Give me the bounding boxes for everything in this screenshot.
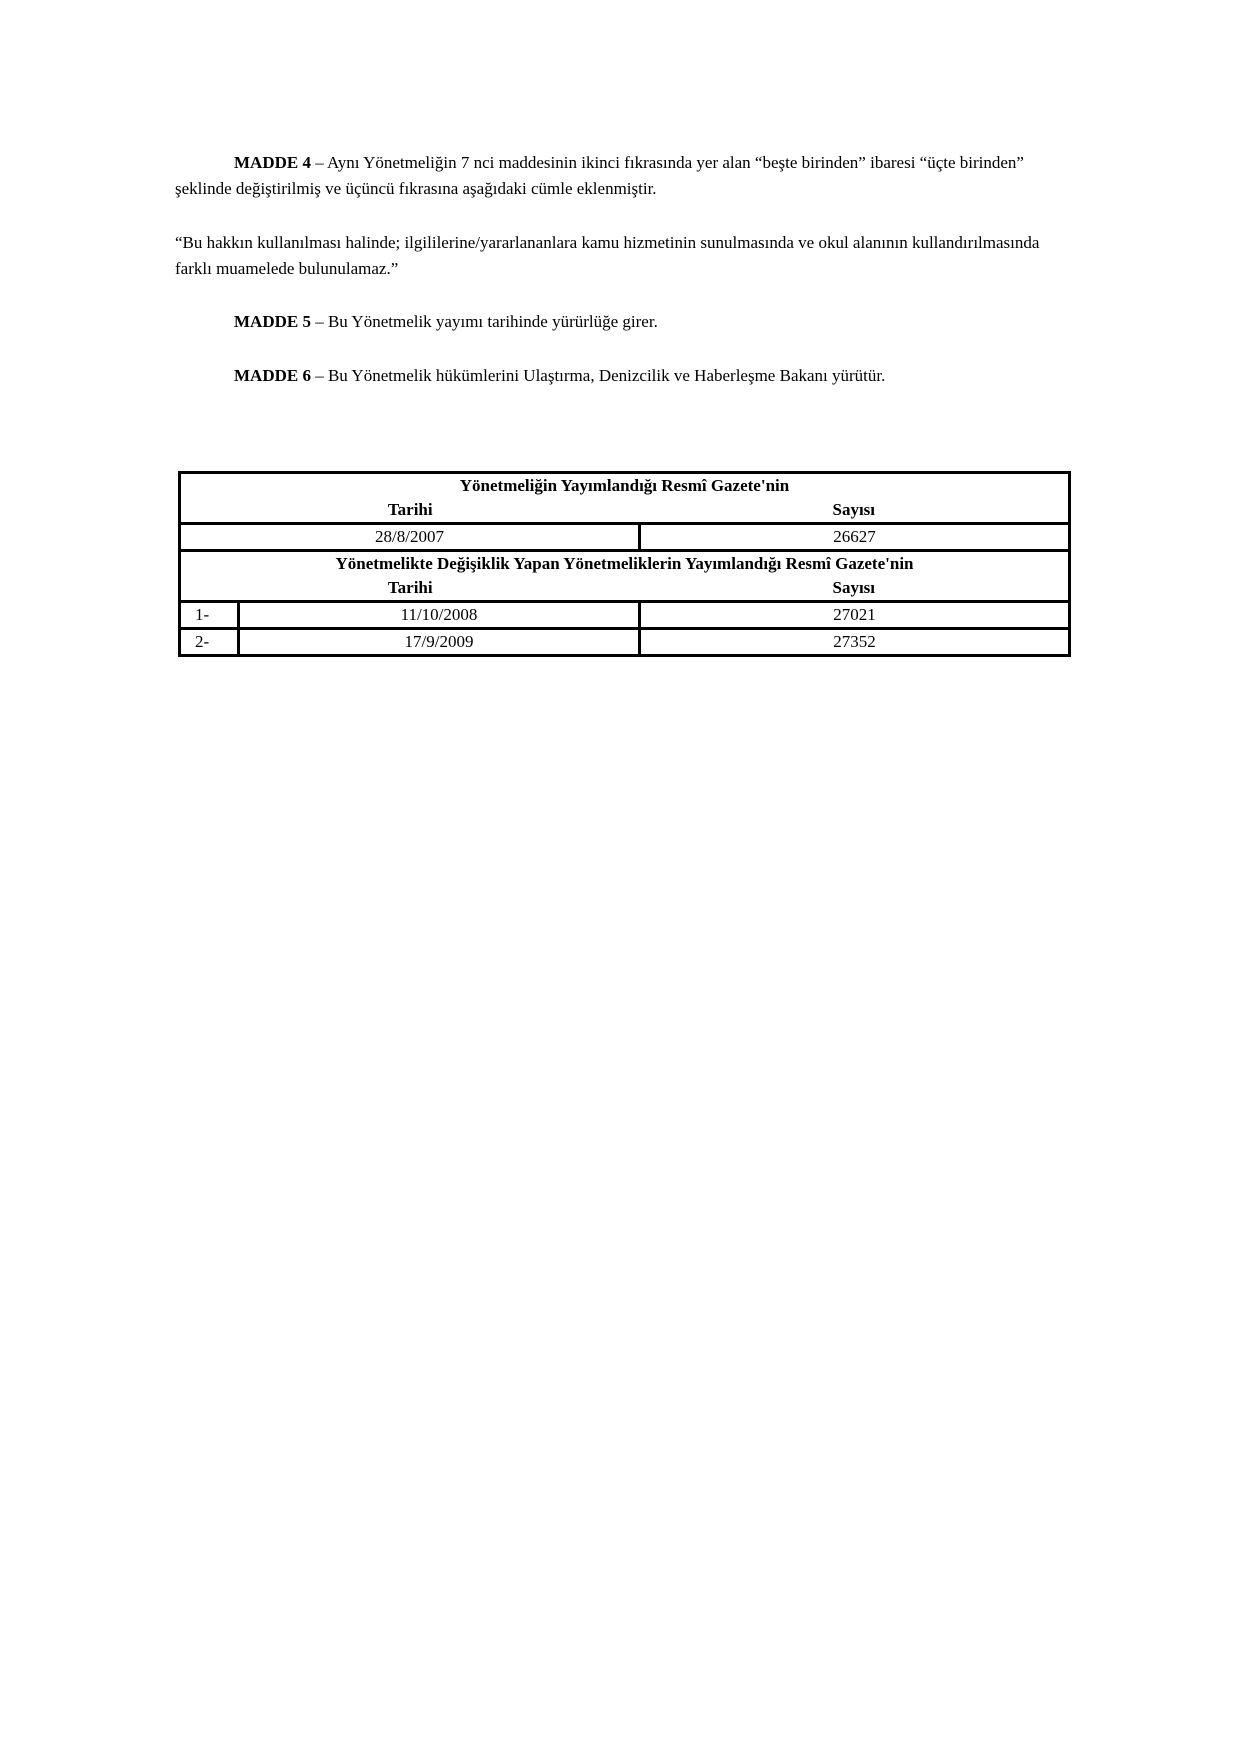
table-header-row — [180, 498, 1070, 524]
article-5-label: MADDE 5 — [234, 312, 311, 331]
amend-header-row — [180, 576, 1070, 602]
original-number: 26627 — [640, 524, 1070, 551]
article-5 — [175, 309, 1045, 335]
amend-date: 11/10/2008 — [239, 602, 640, 629]
amend-number: 27021 — [640, 602, 1070, 629]
table-row — [180, 602, 1070, 629]
article-6-label: MADDE 6 — [234, 366, 311, 385]
article-5-text: – Bu Yönetmelik yayımı tarihinde yürürlüğe girer. — [310, 312, 658, 331]
amend-number: 27352 — [640, 629, 1070, 656]
quoted-sentence-text: “Bu hakkın kullanılması halinde; ilgililerine/yararlananlara kamu hizmetinin sunulmasında ve okul alanının kullandırılmasında farklı muamelede bulunulamaz.” — [175, 233, 1040, 278]
original-date: 28/8/2007 — [180, 524, 640, 551]
table-row — [180, 629, 1070, 656]
quoted-sentence — [175, 230, 1045, 282]
table-title-row — [180, 473, 1070, 499]
header-number: Sayısı — [640, 498, 1070, 524]
article-6 — [175, 363, 1045, 389]
amend-index: 2- — [180, 629, 239, 656]
amend-title: Yönetmelikte Değişiklik Yapan Yönetmeliklerin Yayımlandığı Resmî Gazete'nin — [180, 551, 1070, 577]
gazette-table — [178, 471, 1071, 657]
amend-index: 1- — [180, 602, 239, 629]
original-row — [180, 524, 1070, 551]
article-4 — [175, 150, 1045, 202]
article-4-label: MADDE 4 — [234, 153, 311, 172]
article-6-text: – Bu Yönetmelik hükümlerini Ulaştırma, Denizcilik ve Haberleşme Bakanı yürütür. — [310, 366, 886, 385]
header-date: Tarihi — [180, 498, 640, 524]
article-4-text: – Aynı Yönetmeliğin 7 nci maddesinin ikinci fıkrasında yer alan “beşte birinden” ibaresi “üçte birinden” şeklinde değiştirilmiş ve üçüncü fıkrasına aşağıdaki cümle eklenmiştir. — [175, 153, 1024, 198]
amend-header-number: Sayısı — [640, 576, 1070, 602]
amend-title-row — [180, 551, 1070, 577]
amend-date: 17/9/2009 — [239, 629, 640, 656]
amend-header-date: Tarihi — [180, 576, 640, 602]
table-title: Yönetmeliğin Yayımlandığı Resmî Gazete'nin — [180, 473, 1070, 499]
